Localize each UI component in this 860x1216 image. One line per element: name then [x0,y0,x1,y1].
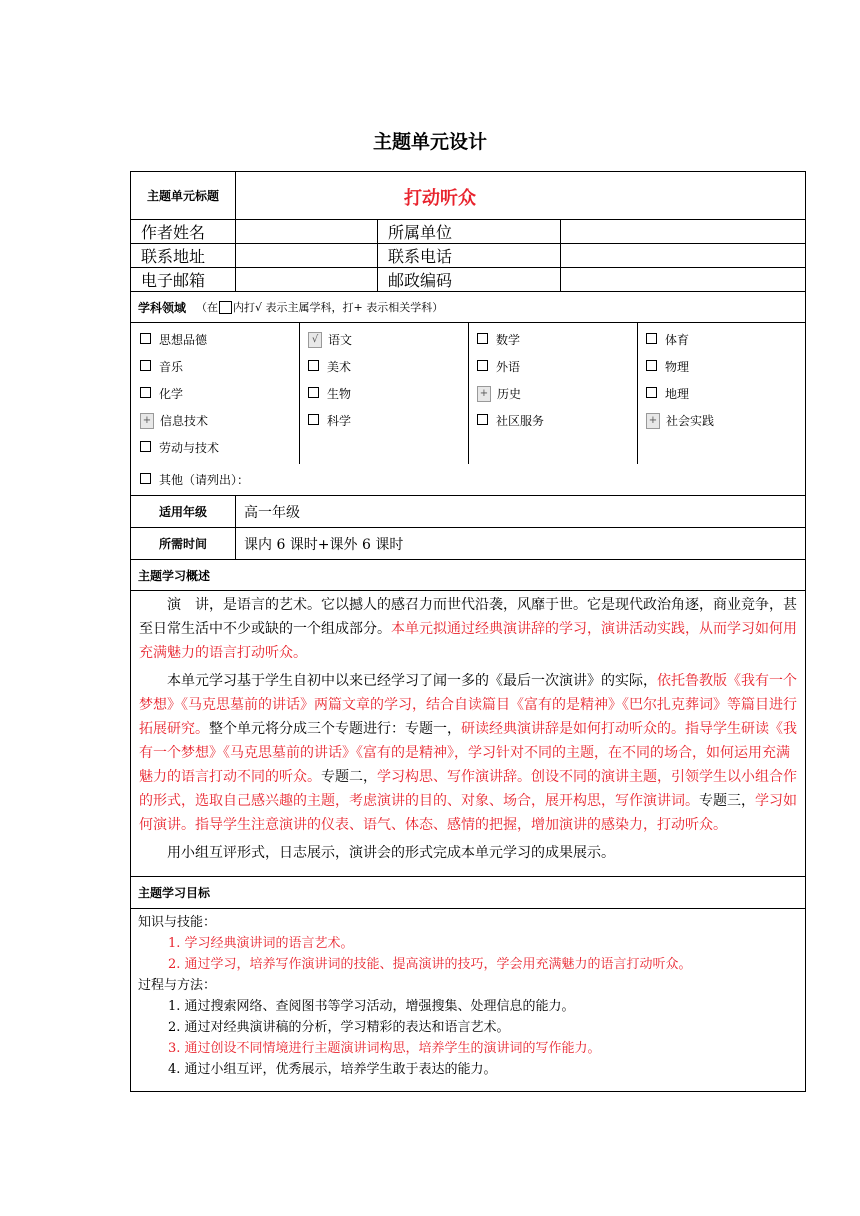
subject-option[interactable] [646,358,689,375]
checkbox-icon[interactable] [477,360,488,371]
page-title: 主题单元设计 [372,131,487,153]
subject-label: 历史 [497,387,522,401]
subject-label: 音乐 [159,360,184,374]
checkbox-icon[interactable] [140,441,151,452]
subject-option[interactable] [140,385,183,402]
author-field[interactable] [235,220,377,243]
contact-row [131,243,805,267]
overview-paragraph: 本单元学习基于学生自初中以来已经学习了闻一多的《最后一次演讲》的实际，依托鲁教版《我有一个梦想》《马克思墓前的讲话》两篇文章的学习，结合自读篇目《富有的是精神》《巴尔扎克葬词》等篇目进行拓展研究。整个单元将分成三个专题进行：专题一，研读经典演讲辞是如何打动听众的。指导学生研读《我有一个梦想》《马克思墓前的讲话》《富有的是精神》，学习针对不同的主题，在不同的场合，如何运用充满魅力的语言打动不同的听众。专题二，学习构思、写作演讲辞。创设不同的演讲主题，引领学生以小组合作的形式，选取自己感兴趣的主题，考虑演讲的目的、对象、场合，展开构思，写作演讲词。专题三，学习如何演讲。指导学生注意演讲的仪表、语气、体态、感情的把握，增加演讲的感染力，打动听众。 [139,673,797,833]
author-label: 作者姓名 [141,223,206,242]
subject-option[interactable] [646,412,714,429]
goals-label: 主题学习目标 [138,886,211,900]
subject-label: 体育 [665,333,690,347]
overview-label: 主题学习概述 [138,568,211,583]
subject-option[interactable] [477,385,521,402]
subject-area-note: 内打√ 表示主属学科，打+ 表示相关学科） [233,301,444,314]
overview-body [131,590,805,876]
other-subjects-row [131,463,805,495]
grade-label: 适用年级 [158,505,207,519]
subject-label: 美术 [327,360,352,374]
checkbox-icon[interactable] [646,360,657,371]
plus-checkbox-icon[interactable]: + [477,386,491,402]
subject-label: 数学 [496,333,521,347]
contact-row [131,267,805,291]
phone-label: 联系电话 [377,244,560,267]
plus-checkbox-icon[interactable]: + [140,413,154,429]
subject-option[interactable] [646,385,689,402]
subject-label: 物理 [665,360,690,374]
subject-option[interactable] [477,331,520,348]
goal-item: 3. 通过创设不同情境进行主题演讲词构思，培养学生的演讲词的写作能力。 [168,1041,601,1056]
subject-option[interactable] [140,412,208,429]
goal-item: 4. 通过小组互评，优秀展示，培养学生敢于表达的能力。 [168,1062,497,1077]
subject-label: 思想品德 [159,333,208,347]
subject-area-note: （在 [196,301,219,314]
email-field[interactable] [235,268,377,291]
subject-area-header [131,291,805,322]
org-field[interactable] [560,220,805,243]
overview-paragraph: 用小组互评形式，日志展示，演讲会的形式完成本单元学习的成果展示。 [167,845,615,861]
goal-item: 2. 通过学习，培养写作演讲词的技能、提高演讲的技巧，学会用充满魅力的语言打动听众。 [168,957,692,972]
subject-label: 外语 [496,360,521,374]
checkbox-icon[interactable] [140,360,151,371]
hours-label: 所需时间 [158,537,207,551]
subject-option[interactable] [140,331,207,348]
checkbox-icon[interactable] [140,333,151,344]
subject-option[interactable] [477,358,520,375]
subject-label: 生物 [327,387,352,401]
grade-value[interactable]: 高一年级 [235,496,805,527]
checkbox-icon[interactable] [646,333,657,344]
checkbox-legend-icon [219,301,232,314]
unit-title-value[interactable]: 打动听众 [404,188,476,209]
goal-heading: 过程与方法： [138,978,217,993]
subject-option[interactable] [308,358,351,375]
checkbox-icon[interactable] [308,360,319,371]
subject-grid [131,322,805,463]
checkbox-icon[interactable] [646,387,657,398]
email-label: 电子邮箱 [141,271,206,290]
phone-field[interactable] [560,244,805,267]
subject-label: 社区服务 [496,414,545,428]
subject-option[interactable] [308,331,352,348]
subject-option[interactable] [140,358,183,375]
subject-label: 社会实践 [666,414,715,428]
checkbox-icon[interactable] [140,387,151,398]
checkbox-icon[interactable] [477,414,488,425]
checkbox-icon[interactable] [308,414,319,425]
subject-option[interactable] [308,385,351,402]
checkbox-icon[interactable] [477,333,488,344]
subject-option[interactable] [477,412,544,429]
other-label: 其他（请列出）： [159,472,250,487]
design-form [130,171,806,1092]
unit-title-row [131,172,805,219]
goal-item: 2. 通过对经典演讲稿的分析，学习精彩的表达和语言艺术。 [168,1020,510,1035]
address-field[interactable] [235,244,377,267]
address-label: 联系地址 [141,247,206,266]
subject-option[interactable] [646,331,689,348]
hours-value[interactable]: 课内 6 课时+课外 6 课时 [235,528,805,559]
subject-label: 信息技术 [160,414,209,428]
zip-label: 邮政编码 [377,268,560,291]
zip-field[interactable] [560,268,805,291]
goal-item: 1. 学习经典演讲词的语言艺术。 [168,936,354,951]
check-checkbox-icon[interactable]: √ [308,332,322,348]
overview-paragraph: 演 讲，是语言的艺术。它以撼人的感召力而世代沿袭，风靡于世。它是现代政治角逐，商业竞争，甚至日常生活中不少或缺的一个组成部分。本单元拟通过经典演讲辞的学习，演讲活动实践，从而学习如何用充满魅力的语言打动听众。 [139,597,797,661]
goal-heading: 知识与技能： [138,915,217,930]
checkbox-icon[interactable] [140,473,151,484]
grade-row [131,495,805,527]
subject-label: 劳动与技术 [159,441,220,455]
goals-header [131,876,805,908]
plus-checkbox-icon[interactable]: + [646,413,660,429]
goal-item: 1. 通过搜索网络、查阅图书等学习活动，增强搜集、处理信息的能力。 [168,999,575,1014]
subject-label: 地理 [665,387,690,401]
subject-label: 化学 [159,387,184,401]
unit-title-label: 主题单元标题 [146,189,219,203]
subject-option[interactable] [308,412,351,429]
subject-label: 科学 [327,414,352,428]
subject-label: 语文 [328,333,353,347]
org-label: 所属单位 [377,220,560,243]
subject-option[interactable] [140,439,219,456]
subject-area-label: 学科领域 [138,300,187,315]
contact-row [131,219,805,243]
goals-body [131,908,805,1091]
checkbox-icon[interactable] [308,387,319,398]
overview-header [131,559,805,590]
hours-row [131,527,805,559]
